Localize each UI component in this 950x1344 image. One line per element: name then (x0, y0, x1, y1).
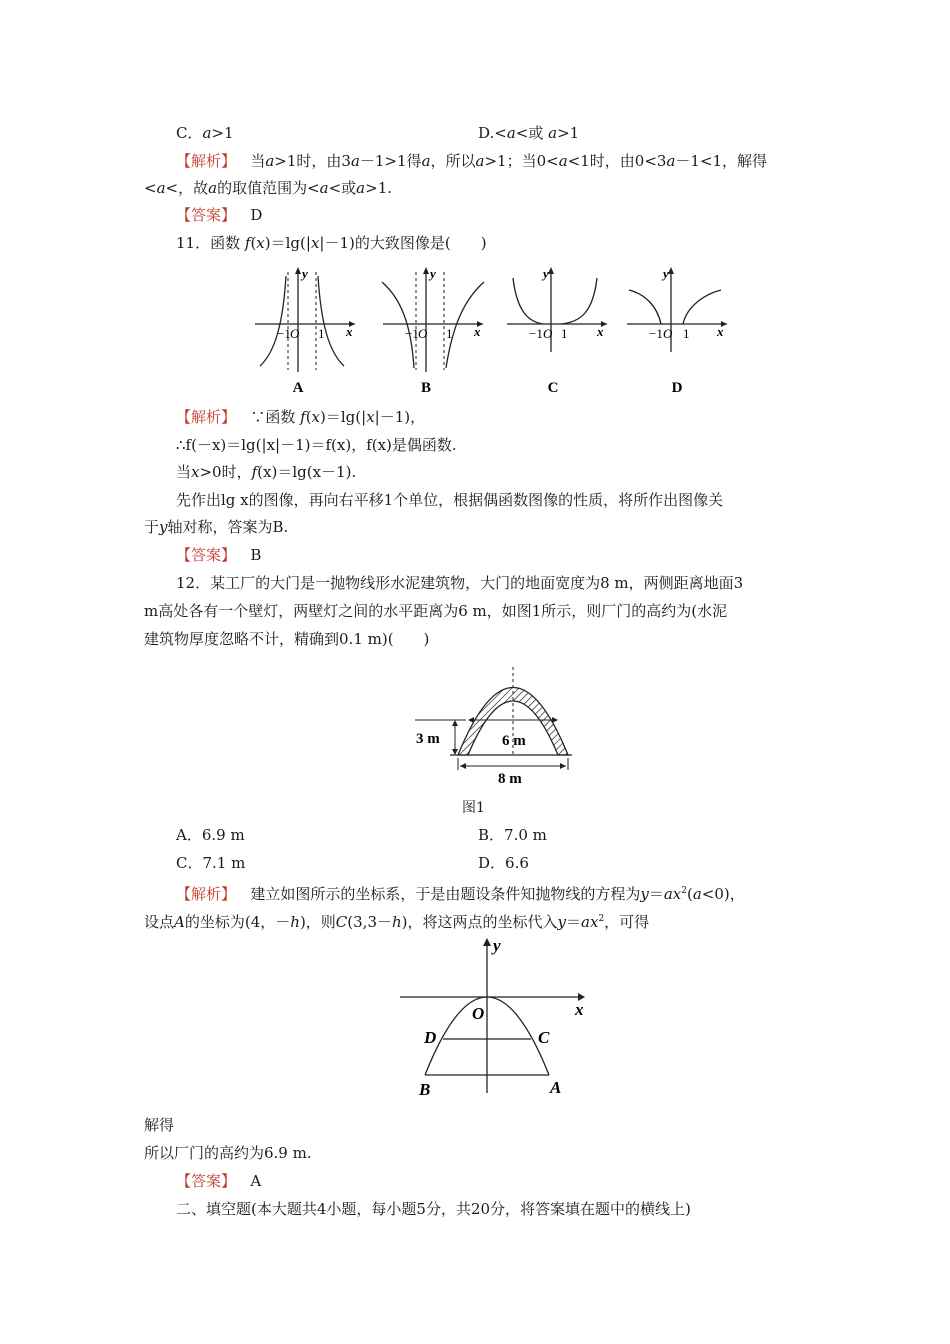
figure-1-caption: 图1 (462, 800, 485, 816)
q12-analysis-line2: 设点A的坐标为(4，－h)，则C(3,3－h)，将这两点的坐标代入$y=ax^2$，可得 (144, 913, 650, 931)
option-c: C．7.1 m (176, 854, 246, 872)
svg-text:x: x (717, 324, 724, 339)
q11-answer: 【答案】 B (176, 546, 262, 564)
analysis-tag: 【解析】 (176, 885, 237, 903)
svg-text:B: B (419, 1080, 431, 1099)
graph-d-caption: D (671, 380, 683, 396)
svg-text:O: O (418, 326, 428, 341)
graph-c-caption: C (547, 380, 559, 396)
svg-text:y: y (543, 266, 549, 281)
option-d: D.<a<或 a>1 (478, 124, 580, 142)
svg-text:1: 1 (683, 326, 690, 341)
svg-text:−1: −1 (277, 326, 291, 341)
option-b: B．7.0 m (478, 826, 547, 844)
q12-stem-line2: m高处各有一个壁灯，两壁灯之间的水平距离为6 m，如图1所示，则厂门的高约为(水泥 (144, 602, 728, 620)
graph-b (378, 262, 488, 402)
graph-d (625, 262, 735, 402)
svg-text:D: D (424, 1028, 437, 1047)
graph-b-caption: B (420, 380, 432, 396)
q11-analysis-line3: 当x>0时，f(x)＝lg(x－1). (176, 463, 357, 481)
analysis-tag: 【解析】 (176, 152, 237, 170)
figure-1-gate (410, 655, 580, 790)
label-3m: 3 m (416, 731, 440, 747)
svg-text:x: x (597, 324, 604, 339)
option-d: D．6.6 (478, 854, 529, 872)
svg-text:x: x (575, 1000, 584, 1019)
option-a: A．6.9 m (176, 826, 245, 844)
answer-tag: 【答案】 (176, 206, 237, 224)
section-2-heading: 二、填空题(本大题共4小题，每小题5分，共20分，将答案填在题中的横线上) (176, 1200, 691, 1218)
graph-c (505, 262, 615, 402)
q12-conclusion: 所以厂门的高约为6.9 m. (144, 1144, 312, 1162)
svg-text:y: y (663, 266, 669, 281)
q12-stem-line3: 建筑物厚度忽略不计，精确到0.1 m)( ) (144, 630, 430, 648)
svg-text:y: y (302, 266, 308, 281)
svg-text:O: O (472, 1004, 485, 1023)
q10-analysis-line1: 【解析】 当a>1时，由3a－1>1得a，所以a>1；当0<a<1时，由0<3a－1<1，解得 (176, 152, 768, 170)
svg-text:x: x (474, 324, 481, 339)
svg-text:1: 1 (318, 326, 325, 341)
figure-2-coordinate-parabola (395, 935, 595, 1105)
q12-analysis-line1: 【解析】 建立如图所示的坐标系，于是由题设条件知抛物线的方程为$y=ax^2(a<0)$， (176, 885, 745, 903)
answer-tag: 【答案】 (176, 1172, 237, 1190)
svg-text:−1: −1 (529, 326, 543, 341)
graph-a (250, 262, 360, 402)
answer-tag: 【答案】 (176, 546, 237, 564)
q11-analysis-line2: ∴f(－x)＝lg(|x|－1)＝f(x)，f(x)是偶函数. (176, 436, 457, 454)
q12-answer: 【答案】 A (176, 1172, 262, 1190)
q12-stem-line1: 12．某工厂的大门是一抛物线形水泥建筑物，大门的地面宽度为8 m，两侧距离地面3 (176, 574, 744, 592)
q11-analysis-line4: 先作出lg x的图像，再向右平移1个单位，根据偶函数图像的性质，将所作出图像关 (176, 491, 724, 509)
q11-analysis-line1: 【解析】 ∵函数 f(x)＝lg(|x|－1)， (176, 408, 426, 426)
svg-text:O: O (663, 326, 673, 341)
q10-analysis-line2: <a<，故a的取值范围为<a<或a>1. (144, 179, 393, 197)
svg-text:−1: −1 (405, 326, 419, 341)
svg-text:1: 1 (446, 326, 453, 341)
analysis-tag: 【解析】 (176, 408, 237, 426)
svg-text:C: C (538, 1028, 550, 1047)
label-8m: 8 m (498, 771, 522, 787)
option-c: C．a>1 (176, 124, 234, 142)
q11-analysis-line5: 于y轴对称，答案为B. (144, 518, 289, 536)
svg-text:x: x (346, 324, 353, 339)
svg-text:1: 1 (561, 326, 568, 341)
svg-text:y: y (430, 266, 436, 281)
svg-text:O: O (543, 326, 553, 341)
svg-text:O: O (290, 326, 300, 341)
q12-solve: 解得 (144, 1116, 175, 1134)
svg-text:−1: −1 (649, 326, 663, 341)
svg-text:y: y (493, 936, 501, 955)
graph-a-caption: A (292, 380, 304, 396)
svg-text:A: A (550, 1078, 562, 1097)
q11-stem: 11．函数 f(x)＝lg(|x|－1)的大致图像是( ) (176, 234, 487, 252)
label-6m: 6 m (502, 733, 526, 749)
q10-answer: 【答案】 D (176, 206, 263, 224)
